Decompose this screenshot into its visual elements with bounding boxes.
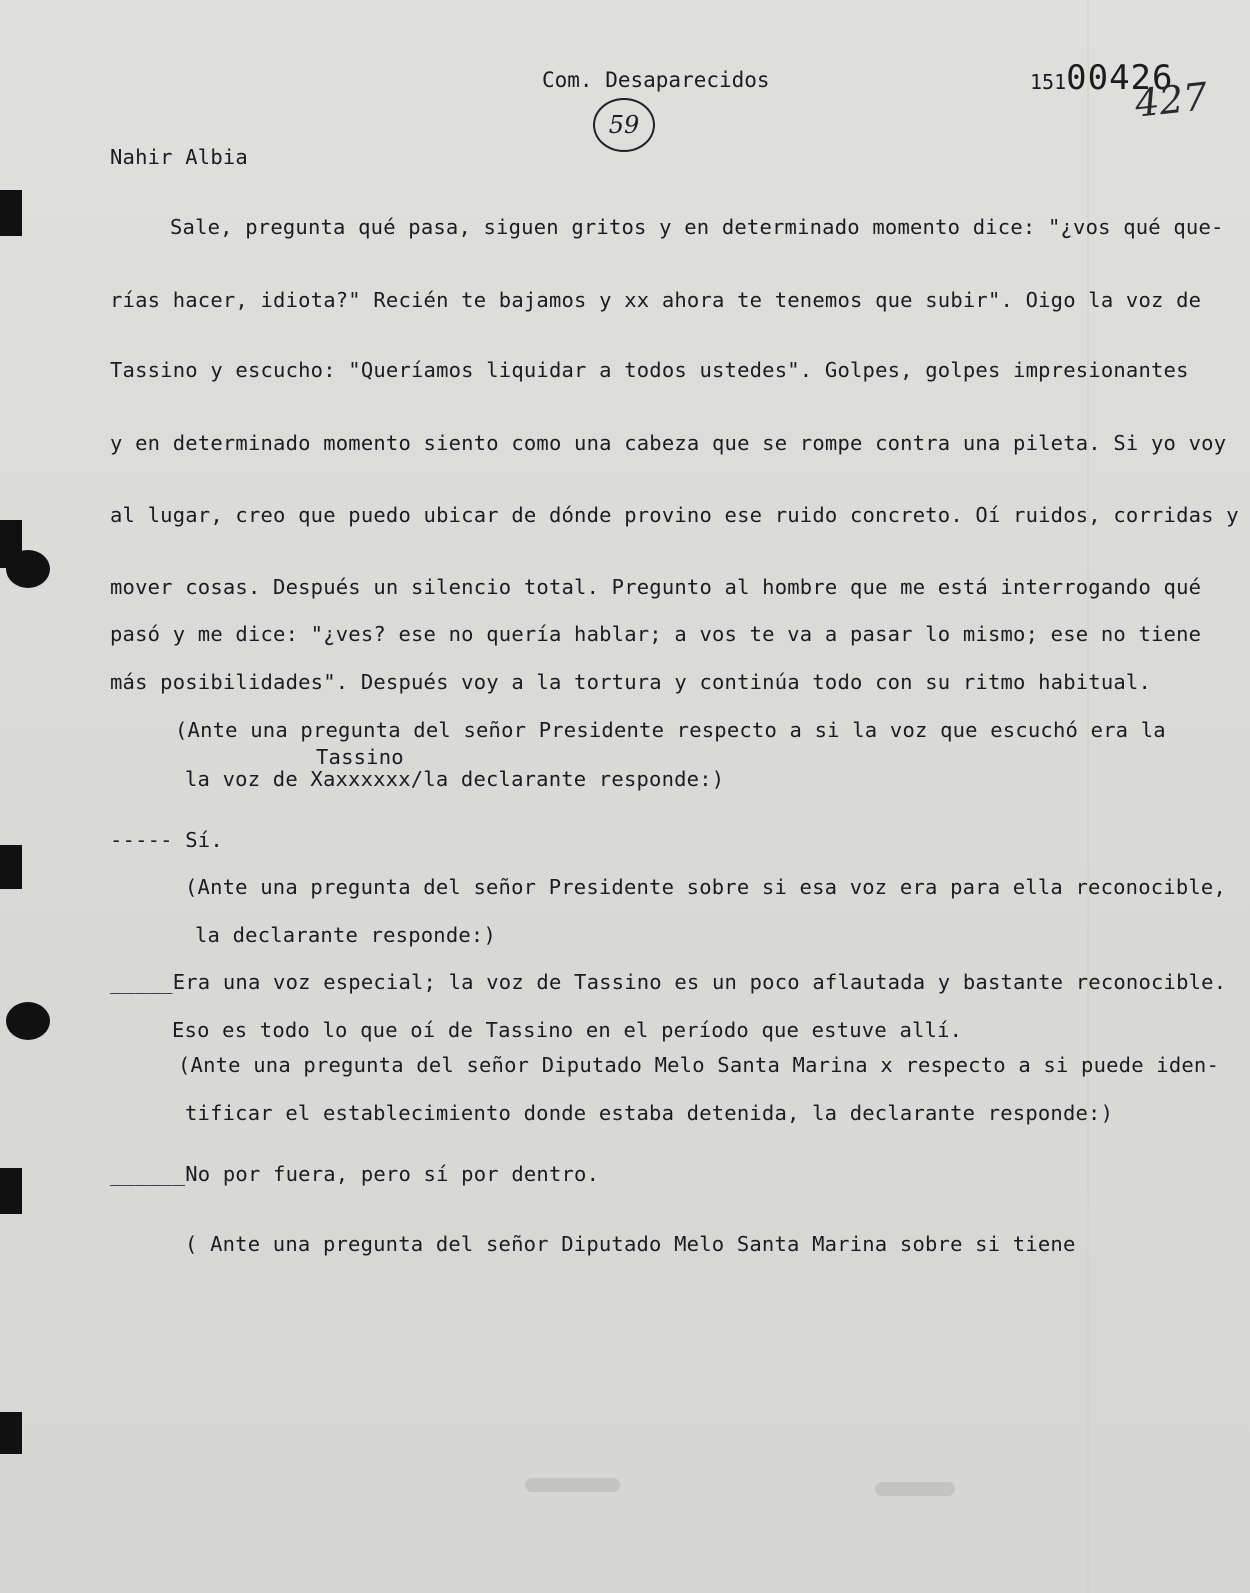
text-line: ( Ante una pregunta del señor Diputado Melo Santa Marina sobre si tiene — [185, 1232, 1076, 1256]
circled-number-text: 59 — [608, 111, 640, 139]
handwritten-page-number: 427 — [1132, 74, 1210, 126]
text-line: al lugar, creo que puedo ubicar de dónde provino ese ruido concreto. Oí ruidos, corridas y — [110, 503, 1239, 527]
interlinear-correction: Tassino — [316, 745, 404, 769]
text-line: la declarante responde:) — [195, 923, 497, 947]
declarant-name: Nahir Albia — [110, 145, 248, 169]
binder-mark — [0, 1168, 22, 1214]
text-line: Tassino y escucho: "Queríamos liquidar a todos ustedes". Golpes, golpes impresionantes — [110, 358, 1189, 382]
smudge — [875, 1482, 955, 1496]
text-line: la voz de Xaxxxxxx/la declarante responde:) — [185, 767, 725, 791]
stamp-number: 00426 — [1066, 58, 1174, 98]
text-line: Eso es todo lo que oí de Tassino en el período que estuve allí. — [172, 1018, 963, 1042]
stamp-prefix: 151 — [1030, 70, 1067, 94]
text-line: ----- Sí. — [110, 828, 223, 852]
text-line: (Ante una pregunta del señor Diputado Melo Santa Marina x respecto a si puede iden- — [178, 1053, 1219, 1077]
binder-mark — [0, 190, 22, 236]
smudge — [525, 1478, 620, 1492]
text-line: tificar el establecimiento donde estaba detenida, la declarante responde:) — [185, 1101, 1114, 1125]
punch-hole — [6, 1002, 50, 1040]
text-line: y en determinado momento siento como una cabeza que se rompe contra una pileta. Si yo voy — [110, 431, 1227, 455]
text-line: mover cosas. Después un silencio total. Pregunto al hombre que me está interrogando qué — [110, 575, 1202, 599]
text-line: (Ante una pregunta del señor Presidente sobre si esa voz era para ella reconocible, — [185, 875, 1226, 899]
binder-mark — [0, 845, 22, 889]
text-line: _____Era una voz especial; la voz de Tassino es un poco aflautada y bastante reconocible. — [110, 970, 1227, 994]
header-title: Com. Desaparecidos — [542, 68, 770, 92]
text-line: pasó y me dice: "¿ves? ese no quería hablar; a vos te va a pasar lo mismo; ese no tiene — [110, 622, 1202, 646]
text-line: (Ante una pregunta del señor Presidente respecto a si la voz que escuchó era la — [175, 718, 1166, 742]
text-line: más posibilidades". Después voy a la tortura y continúa todo con su ritmo habitual. — [110, 670, 1151, 694]
text-line: Sale, pregunta qué pasa, siguen gritos y en determinado momento dice: "¿vos qué que- — [170, 215, 1224, 239]
binder-mark — [0, 1412, 22, 1454]
circled-number — [593, 98, 655, 152]
punch-hole — [6, 550, 50, 588]
text-line: rías hacer, idiota?" Recién te bajamos y xx ahora te tenemos que subir". Oigo la voz de — [110, 288, 1202, 312]
text-line: ______No por fuera, pero sí por dentro. — [110, 1162, 600, 1186]
